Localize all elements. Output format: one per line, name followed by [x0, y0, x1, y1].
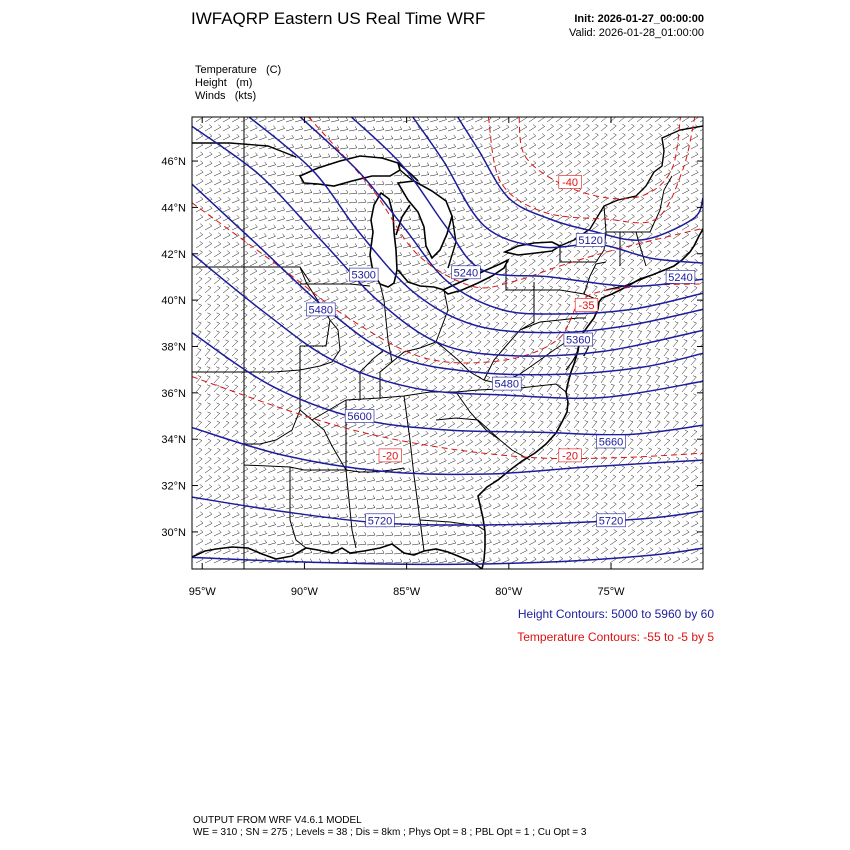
lat-tick-label: 36°N	[161, 387, 186, 400]
contour-label: 5480	[494, 378, 520, 391]
contour-label: -20	[382, 450, 399, 463]
field-unit: (kts)	[234, 90, 257, 102]
lat-tick-label: 32°N	[161, 480, 186, 493]
height-contour-legend: Height Contours: 5000 to 5960 by 60	[517, 607, 714, 621]
plot-title: IWFAQRP Eastern US Real Time WRF	[191, 9, 486, 28]
contour-label: 5720	[367, 515, 393, 528]
lat-tick-label: 30°N	[161, 526, 186, 539]
lon-tick-label: 90°W	[290, 586, 318, 598]
lon-tick-label: 75°W	[597, 586, 625, 598]
contour-label: 5600	[347, 411, 372, 423]
lon-tick-label: 85°W	[393, 586, 421, 598]
contour-label: 5360	[566, 334, 591, 347]
contour-label: -35	[578, 299, 595, 312]
contour-label: 5480	[308, 304, 334, 317]
lat-tick-label: 44°N	[161, 202, 186, 215]
contour-label: 5240	[668, 271, 693, 284]
temperature-contour-legend: Temperature Contours: -55 to -5 by 5	[517, 630, 714, 644]
field-name: Winds	[195, 90, 226, 102]
lat-tick-label: 38°N	[161, 341, 186, 354]
contour-label: 5240	[453, 267, 479, 280]
lat-tick-label: 42°N	[161, 248, 186, 261]
field-name: Height	[195, 77, 227, 89]
field-unit: (m)	[235, 77, 253, 89]
lat-tick-label: 40°N	[161, 295, 186, 308]
field-name: Temperature	[195, 64, 257, 76]
lon-tick-label: 80°W	[495, 586, 523, 598]
model-config-line: WE = 310 ; SN = 275 ; Levels = 38 ; Dis = 8km ; Phys Opt = 8 ; PBL Opt = 1 ; Cu Opt = 3	[193, 827, 587, 838]
contour-label: -20	[562, 450, 579, 463]
init-time: Init: 2026-01-27_00:00:00	[574, 13, 704, 25]
contour-label: 5720	[598, 515, 624, 528]
field-unit: (C)	[265, 64, 282, 76]
contour-label: 5300	[351, 269, 376, 282]
lon-tick-label: 95°W	[188, 586, 216, 598]
lat-tick-label: 34°N	[161, 434, 186, 447]
lat-tick-label: 46°N	[161, 156, 186, 169]
model-info-line: OUTPUT FROM WRF V4.6.1 MODEL	[193, 815, 362, 826]
valid-time: Valid: 2026-01-28_01:00:00	[569, 27, 704, 39]
contour-label: 5660	[598, 436, 624, 449]
contour-label: 5120	[578, 234, 603, 247]
contour-label: -40	[562, 176, 579, 189]
